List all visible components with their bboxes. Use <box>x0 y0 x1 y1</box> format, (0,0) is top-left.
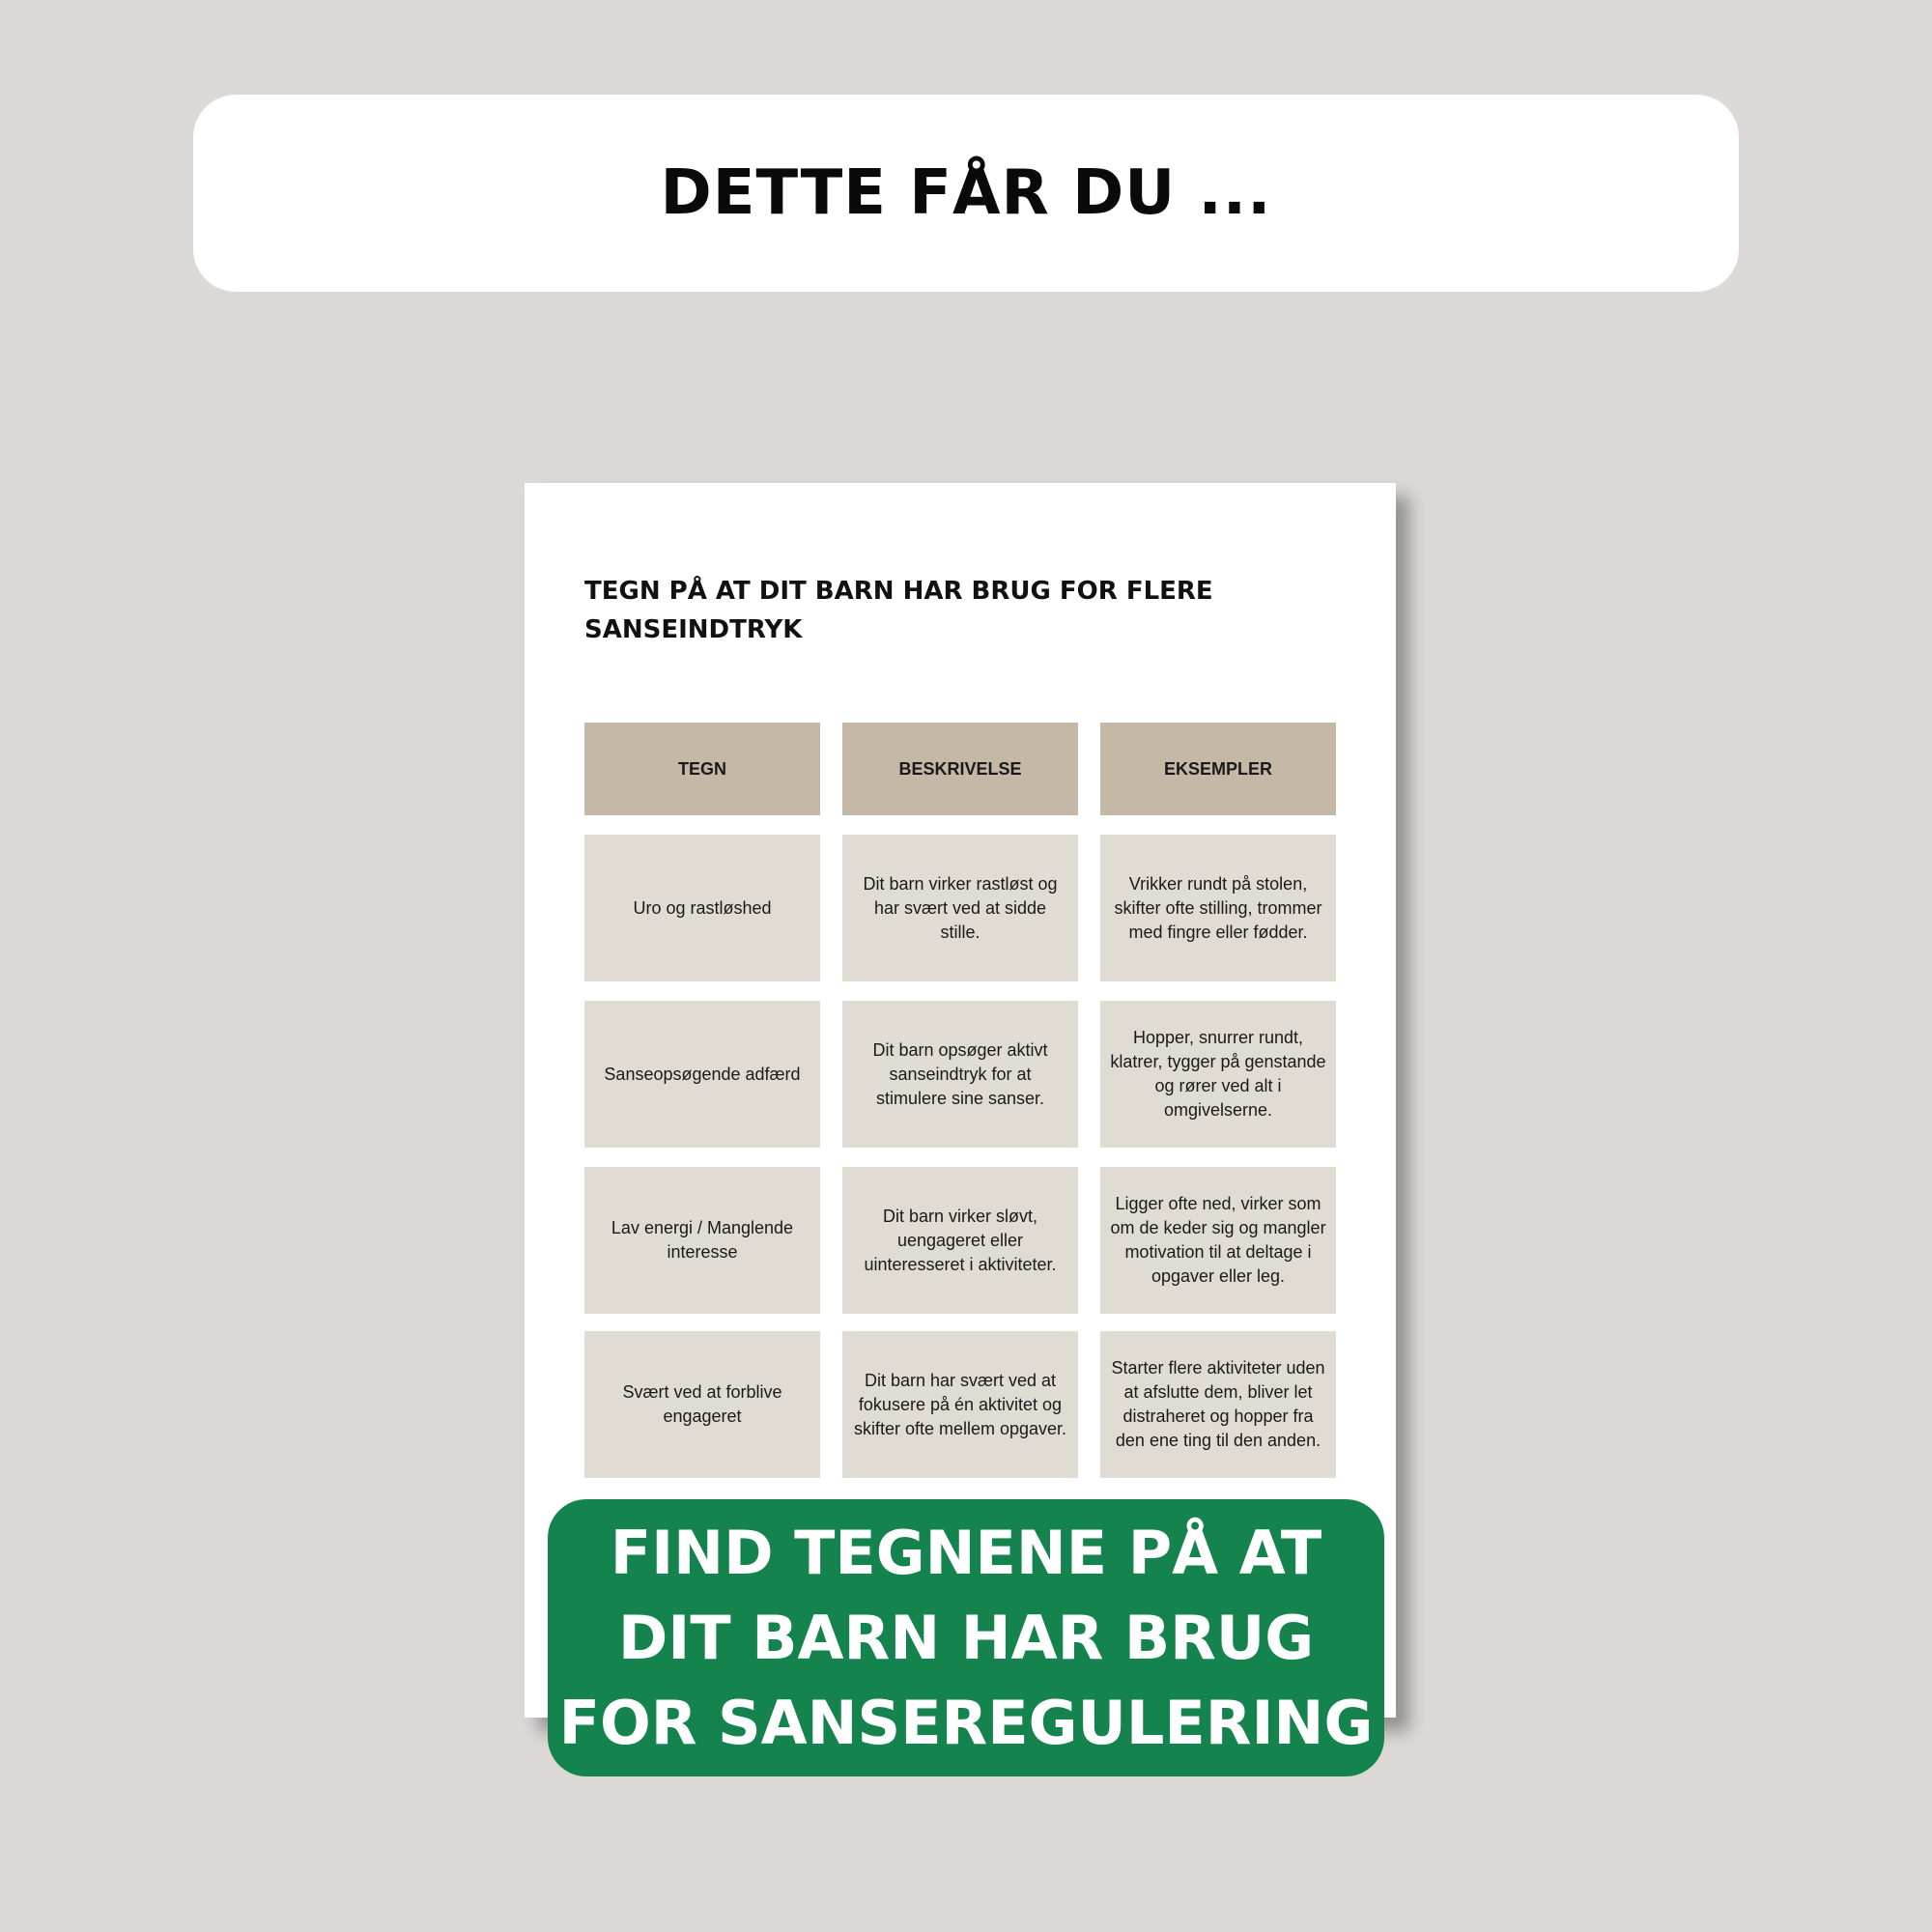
table-cell-sign: Uro og rastløshed <box>584 835 820 981</box>
table-cell-sign: Svært ved at forblive engageret <box>584 1331 820 1478</box>
table-cell-sign: Sanseopsøgende adfærd <box>584 1001 820 1148</box>
table-cell-description: Dit barn virker rastløst og har svært ved at sidde stille. <box>842 835 1078 981</box>
table-cell-examples: Vrikker rundt på stolen, skifter ofte stilling, trommer med fingre eller fødder. <box>1100 835 1336 981</box>
table-cell-description: Dit barn opsøger aktivt sanseindtryk for at stimulere sine sanser. <box>842 1001 1078 1148</box>
cta-banner <box>548 1499 1384 1776</box>
header-title: DETTE FÅR DU ... <box>660 157 1272 229</box>
column-header-tegn: TEGN <box>584 723 820 815</box>
document-title: TEGN PÅ AT DIT BARN HAR BRUG FOR FLERE SANSEINDTRYK <box>584 577 1213 644</box>
table-cell-examples: Hopper, snurrer rundt, klatrer, tygger på genstande og rører ved alt i omgivelserne. <box>1100 1001 1336 1148</box>
table-cell-examples: Starter flere aktiviteter uden at afslutte dem, bliver let distraheret og hopper fra den ene ting til den anden. <box>1100 1331 1336 1478</box>
table-cell-sign: Lav energi / Manglende interesse <box>584 1167 820 1314</box>
column-header-beskrivelse: BESKRIVELSE <box>842 723 1078 815</box>
table-cell-description: Dit barn virker sløvt, uengageret eller uinteresseret i aktiviteter. <box>842 1167 1078 1314</box>
table-cell-examples: Ligger ofte ned, virker som om de keder sig og mangler motivation til at deltage i opgaver eller leg. <box>1100 1167 1336 1314</box>
cta-text: FIND TEGNENE PÅ AT DIT BARN HAR BRUG FOR SANSEREGULERING <box>558 1517 1374 1758</box>
table-cell-description: Dit barn har svært ved at fokusere på én aktivitet og skifter ofte mellem opgaver. <box>842 1331 1078 1478</box>
column-header-eksempler: EKSEMPLER <box>1100 723 1336 815</box>
header-banner <box>193 95 1739 292</box>
